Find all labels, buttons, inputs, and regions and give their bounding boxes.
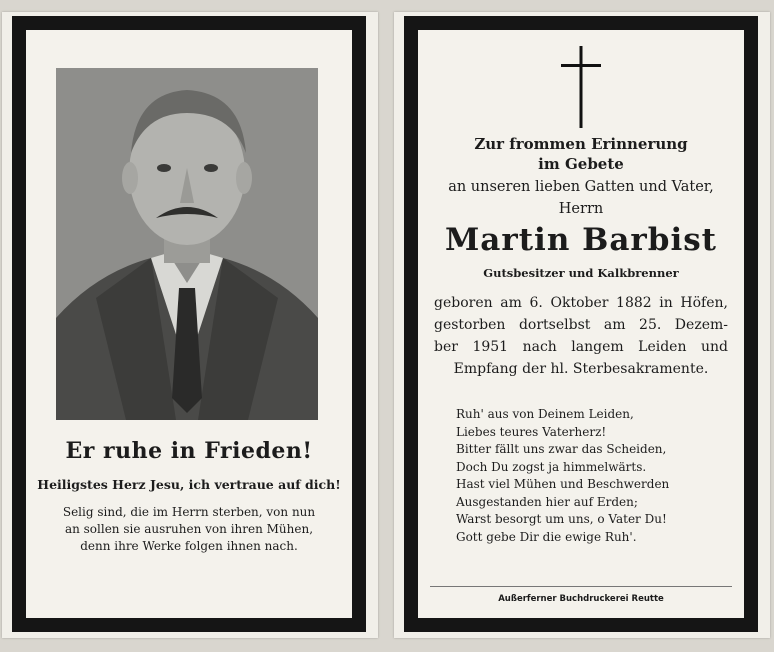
right-mourning-border xyxy=(404,16,758,632)
cross-icon xyxy=(561,46,601,128)
right-card xyxy=(394,12,770,638)
beatitude-verse xyxy=(26,504,352,555)
printer-credit: Außerferner Buchdruckerei Reutte xyxy=(498,594,664,604)
poem-line: Ausgestanden hier auf Erden; xyxy=(456,494,638,509)
poem-line: Doch Du zogst ja himmelwärts. xyxy=(456,459,647,474)
deceased-name: Martin Barbist xyxy=(444,222,717,258)
memorial-poem xyxy=(456,406,669,546)
rip-heading: Er ruhe in Frieden! xyxy=(65,438,313,464)
bio-line: Empfang der hl. Sterbesakramente. xyxy=(453,361,709,377)
dedication-line: Herrn xyxy=(558,201,604,217)
left-card xyxy=(2,12,378,638)
beatitude-line: Selig sind, die im Herrn sterben, von nun xyxy=(62,505,316,519)
bio-line: geboren am 6. Oktober 1882 in Höfen, xyxy=(434,295,728,311)
memory-line: Zur frommen Erinnerung xyxy=(474,135,688,153)
poem-line: Bitter fällt uns zwar das Scheiden, xyxy=(456,442,667,456)
poem-line: Hast viel Mühen und Beschwerden xyxy=(456,477,670,491)
beatitude-line: denn ihre Werke folgen ihnen nach. xyxy=(80,539,298,553)
poem-line: Liebes teures Vaterherz! xyxy=(456,424,607,439)
poem-line: Ruh' aus von Deinem Leiden, xyxy=(456,407,634,421)
left-mourning-border xyxy=(12,16,366,632)
poem-line: Warst besorgt um uns, o Vater Du! xyxy=(456,512,667,526)
portrait-photo xyxy=(56,68,318,420)
divider xyxy=(430,586,732,587)
deceased-profession: Gutsbesitzer und Kalkbrenner xyxy=(483,266,679,280)
dedication-line: an unseren lieben Gatten und Vater, xyxy=(448,179,714,195)
poem-line: Gott gebe Dir die ewige Ruh'. xyxy=(456,529,637,544)
dedication xyxy=(418,176,744,220)
bio-line: ber 1951 nach langem Leiden und xyxy=(434,339,728,355)
memory-heading xyxy=(418,134,744,174)
bio-line: gestorben dortselbst am 25. Dezem- xyxy=(434,317,728,333)
biography xyxy=(418,292,744,380)
portrait-figure xyxy=(56,68,318,420)
memory-line: im Gebete xyxy=(538,155,624,173)
beatitude-line: an sollen sie ausruhen von ihren Mühen, xyxy=(64,522,314,536)
sacred-heart-prayer: Heiligstes Herz Jesu, ich vertraue auf dich! xyxy=(37,477,341,492)
